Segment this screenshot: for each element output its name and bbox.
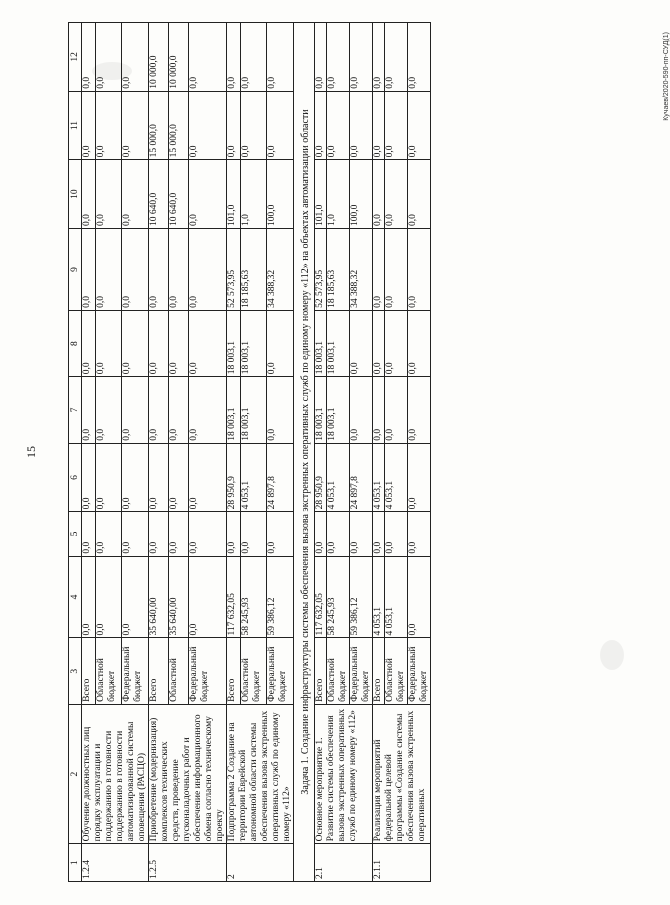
amount-cell: 0,0: [315, 23, 327, 92]
amount-cell: 0,0: [327, 91, 350, 160]
amount-cell: 0,0: [373, 160, 385, 229]
amount-cell: 0,0: [408, 443, 431, 512]
amount-cell: 18 003,1: [240, 310, 267, 376]
amount-cell: 0,0: [122, 556, 149, 638]
amount-cell: 0,0: [267, 23, 294, 92]
amount-cell: 1,0: [327, 160, 350, 229]
funding-source: Всего: [149, 638, 169, 704]
funding-source: Федеральный бюджет: [267, 638, 294, 704]
page-number: 15: [24, 446, 38, 458]
amount-cell: 0,0: [240, 512, 267, 556]
amount-cell: 0,0: [168, 443, 188, 512]
amount-cell: 0,0: [95, 310, 122, 376]
header-row: [69, 23, 82, 882]
amount-cell: 24 897,8: [267, 443, 294, 512]
amount-cell: 0,0: [188, 228, 226, 310]
amount-cell: 0,0: [408, 23, 431, 92]
amount-cell: 58 245,93: [240, 556, 267, 638]
amount-cell: 52 573,95: [227, 228, 241, 310]
amount-cell: 1,0: [240, 160, 267, 229]
amount-cell: 35 640,00: [149, 556, 169, 638]
amount-cell: 0,0: [188, 443, 226, 512]
row-name: Подпрограмма 2 Создание на территории Еврейской автономной области системы обеспечения вызова экстренных оперативных служб по единому номеру «112»: [227, 704, 294, 843]
amount-cell: 0,0: [149, 512, 169, 556]
header-cell: 9: [69, 228, 82, 310]
amount-cell: 0,0: [373, 23, 385, 92]
amount-cell: 0,0: [408, 91, 431, 160]
amount-cell: 0,0: [122, 228, 149, 310]
amount-cell: 0,0: [240, 23, 267, 92]
amount-cell: 4 053,1: [373, 556, 385, 638]
amount-cell: 0,0: [385, 23, 408, 92]
header-cell: 7: [69, 377, 82, 443]
budget-table: [68, 22, 431, 882]
amount-cell: 18 003,1: [315, 310, 327, 376]
funding-source: Областной бюджет: [327, 638, 350, 704]
task-title: Задача 1. Создание инфраструктуры системы обеспечения вызова экстренных оперативных служб по единому номеру «112» на объектах автоматизации области: [294, 23, 315, 882]
amount-cell: 0,0: [168, 310, 188, 376]
amount-cell: 0,0: [227, 23, 241, 92]
amount-cell: 101,0: [227, 160, 241, 229]
amount-cell: 0,0: [385, 310, 408, 376]
header-cell: 11: [69, 91, 82, 160]
amount-cell: 0,0: [168, 228, 188, 310]
amount-cell: 0,0: [350, 310, 373, 376]
amount-cell: 58 245,93: [327, 556, 350, 638]
amount-cell: 4 053,1: [240, 443, 267, 512]
amount-cell: 10 640,0: [149, 160, 169, 229]
amount-cell: 0,0: [95, 23, 122, 92]
funding-source: Федеральный бюджет: [122, 638, 149, 704]
amount-cell: 18 003,1: [227, 310, 241, 376]
amount-cell: 0,0: [267, 310, 294, 376]
row-name: Приобретение (модернизация) комплексов технических средств, проведение пусконаладочных работ и обеспечение информационного обмена согласно техническому проекту: [149, 704, 227, 843]
amount-cell: 10 000,0: [149, 23, 169, 92]
amount-cell: 0,0: [408, 512, 431, 556]
amount-cell: 0,0: [408, 556, 431, 638]
amount-cell: 0,0: [82, 443, 96, 512]
amount-cell: 0,0: [188, 377, 226, 443]
amount-cell: 18 003,1: [240, 377, 267, 443]
scan-stain: [92, 62, 132, 80]
amount-cell: 0,0: [168, 377, 188, 443]
amount-cell: 0,0: [188, 556, 226, 638]
amount-cell: 0,0: [373, 91, 385, 160]
amount-cell: 0,0: [95, 556, 122, 638]
amount-cell: 0,0: [385, 160, 408, 229]
header-cell: 5: [69, 512, 82, 556]
amount-cell: 0,0: [122, 310, 149, 376]
funding-source: Федеральный бюджет: [188, 638, 226, 704]
amount-cell: 101,0: [315, 160, 327, 229]
amount-cell: 0,0: [149, 228, 169, 310]
header-cell: 2: [69, 704, 82, 843]
row-number: 1.2.4: [82, 844, 149, 882]
amount-cell: 0,0: [350, 91, 373, 160]
row-number: 2.1.1: [373, 844, 431, 882]
amount-cell: 28 950,9: [227, 443, 241, 512]
amount-cell: 100,0: [267, 160, 294, 229]
amount-cell: 18 003,1: [227, 377, 241, 443]
amount-cell: 4 053,1: [385, 443, 408, 512]
table-row: [227, 23, 241, 882]
amount-cell: 18 003,1: [327, 310, 350, 376]
scan-stain: [600, 640, 624, 670]
amount-cell: 4 053,1: [327, 443, 350, 512]
amount-cell: 0,0: [240, 91, 267, 160]
amount-cell: 0,0: [188, 91, 226, 160]
row-number: 1.2.5: [149, 844, 227, 882]
amount-cell: 0,0: [95, 160, 122, 229]
amount-cell: 0,0: [350, 23, 373, 92]
amount-cell: 0,0: [122, 377, 149, 443]
amount-cell: 4 053,1: [373, 443, 385, 512]
table-row: [373, 23, 385, 882]
header-cell: 8: [69, 310, 82, 376]
amount-cell: 0,0: [267, 512, 294, 556]
header-cell: 12: [69, 23, 82, 92]
amount-cell: 0,0: [149, 310, 169, 376]
amount-cell: 0,0: [373, 512, 385, 556]
row-name: Основное мероприятие 1. Развитие системы обеспечения вызова экстренных оперативных служб по единому номеру «112»: [315, 704, 373, 843]
amount-cell: 0,0: [82, 512, 96, 556]
amount-cell: 0,0: [408, 310, 431, 376]
amount-cell: 0,0: [82, 377, 96, 443]
funding-source: Всего: [82, 638, 96, 704]
amount-cell: 4 053,1: [385, 556, 408, 638]
document-stamp: Кучаев/2020-590-пп-СУД(1): [663, 32, 670, 121]
amount-cell: 18 003,1: [327, 377, 350, 443]
amount-cell: 18 185,63: [240, 228, 267, 310]
header-cell: 6: [69, 443, 82, 512]
amount-cell: 0,0: [385, 377, 408, 443]
amount-cell: 10 640,0: [168, 160, 188, 229]
amount-cell: 0,0: [373, 310, 385, 376]
amount-cell: 0,0: [82, 91, 96, 160]
amount-cell: 0,0: [82, 23, 96, 92]
table-row: [82, 23, 96, 882]
funding-source: Федеральный бюджет: [350, 638, 373, 704]
amount-cell: 0,0: [95, 228, 122, 310]
amount-cell: 18 185,63: [327, 228, 350, 310]
funding-source: Федеральный бюджет: [408, 638, 431, 704]
amount-cell: 0,0: [227, 512, 241, 556]
amount-cell: 0,0: [168, 512, 188, 556]
table-row: [149, 23, 169, 882]
funding-source: Областной бюджет: [95, 638, 122, 704]
amount-cell: 0,0: [188, 310, 226, 376]
amount-cell: 0,0: [373, 228, 385, 310]
amount-cell: 0,0: [227, 91, 241, 160]
amount-cell: 0,0: [327, 23, 350, 92]
amount-cell: 0,0: [350, 512, 373, 556]
table-row: [315, 23, 327, 882]
amount-cell: 0,0: [188, 512, 226, 556]
amount-cell: 0,0: [95, 512, 122, 556]
amount-cell: 0,0: [149, 443, 169, 512]
amount-cell: 0,0: [385, 91, 408, 160]
header-cell: 1: [69, 844, 82, 882]
header-cell: 3: [69, 638, 82, 704]
rotated-page: [20, 22, 670, 882]
row-name: Обучение должностных лиц порядку эксплуатации и поддержанию в готовности поддержанию в готовности автоматизированной системы оповещения (РАСЦО): [82, 704, 149, 843]
amount-cell: 0,0: [327, 512, 350, 556]
amount-cell: 0,0: [408, 377, 431, 443]
funding-source: Областной бюджет: [385, 638, 408, 704]
amount-cell: 18 003,1: [315, 377, 327, 443]
amount-cell: 0,0: [122, 512, 149, 556]
amount-cell: 24 897,8: [350, 443, 373, 512]
amount-cell: 0,0: [373, 377, 385, 443]
amount-cell: 0,0: [267, 91, 294, 160]
amount-cell: 0,0: [350, 377, 373, 443]
row-number: 2: [227, 844, 294, 882]
amount-cell: 59 386,12: [267, 556, 294, 638]
amount-cell: 0,0: [122, 23, 149, 92]
header-cell: 10: [69, 160, 82, 229]
amount-cell: 0,0: [315, 91, 327, 160]
amount-cell: 0,0: [385, 512, 408, 556]
header-cell: 4: [69, 556, 82, 638]
funding-source: Областной бюджет: [240, 638, 267, 704]
amount-cell: 0,0: [95, 91, 122, 160]
amount-cell: 28 950,9: [315, 443, 327, 512]
amount-cell: 10 000,0: [168, 23, 188, 92]
amount-cell: 0,0: [149, 377, 169, 443]
amount-cell: 0,0: [267, 377, 294, 443]
amount-cell: 0,0: [315, 512, 327, 556]
amount-cell: 15 000,0: [168, 91, 188, 160]
task-row: [294, 23, 315, 882]
amount-cell: 100,0: [350, 160, 373, 229]
amount-cell: 15 000,0: [149, 91, 169, 160]
amount-cell: 0,0: [95, 443, 122, 512]
amount-cell: 0,0: [122, 160, 149, 229]
amount-cell: 0,0: [82, 228, 96, 310]
row-name: Реализация мероприятий федеральной целевой программы «Создание системы обеспечения вызова экстренных оперативных: [373, 704, 431, 843]
amount-cell: 52 573,95: [315, 228, 327, 310]
amount-cell: 0,0: [408, 228, 431, 310]
funding-source: Всего: [373, 638, 385, 704]
amount-cell: 0,0: [82, 310, 96, 376]
amount-cell: 0,0: [188, 160, 226, 229]
funding-source: Всего: [315, 638, 327, 704]
amount-cell: 0,0: [188, 23, 226, 92]
amount-cell: 0,0: [122, 443, 149, 512]
amount-cell: 117 632,05: [315, 556, 327, 638]
amount-cell: 117 632,05: [227, 556, 241, 638]
funding-source: Всего: [227, 638, 241, 704]
amount-cell: 34 388,32: [350, 228, 373, 310]
amount-cell: 0,0: [82, 160, 96, 229]
amount-cell: 0,0: [408, 160, 431, 229]
funding-source: Областной: [168, 638, 188, 704]
amount-cell: 0,0: [95, 377, 122, 443]
amount-cell: 0,0: [122, 91, 149, 160]
amount-cell: 0,0: [82, 556, 96, 638]
amount-cell: 59 386,12: [350, 556, 373, 638]
amount-cell: 35 640,00: [168, 556, 188, 638]
amount-cell: 34 388,32: [267, 228, 294, 310]
row-number: 2.1: [315, 844, 373, 882]
amount-cell: 0,0: [385, 228, 408, 310]
